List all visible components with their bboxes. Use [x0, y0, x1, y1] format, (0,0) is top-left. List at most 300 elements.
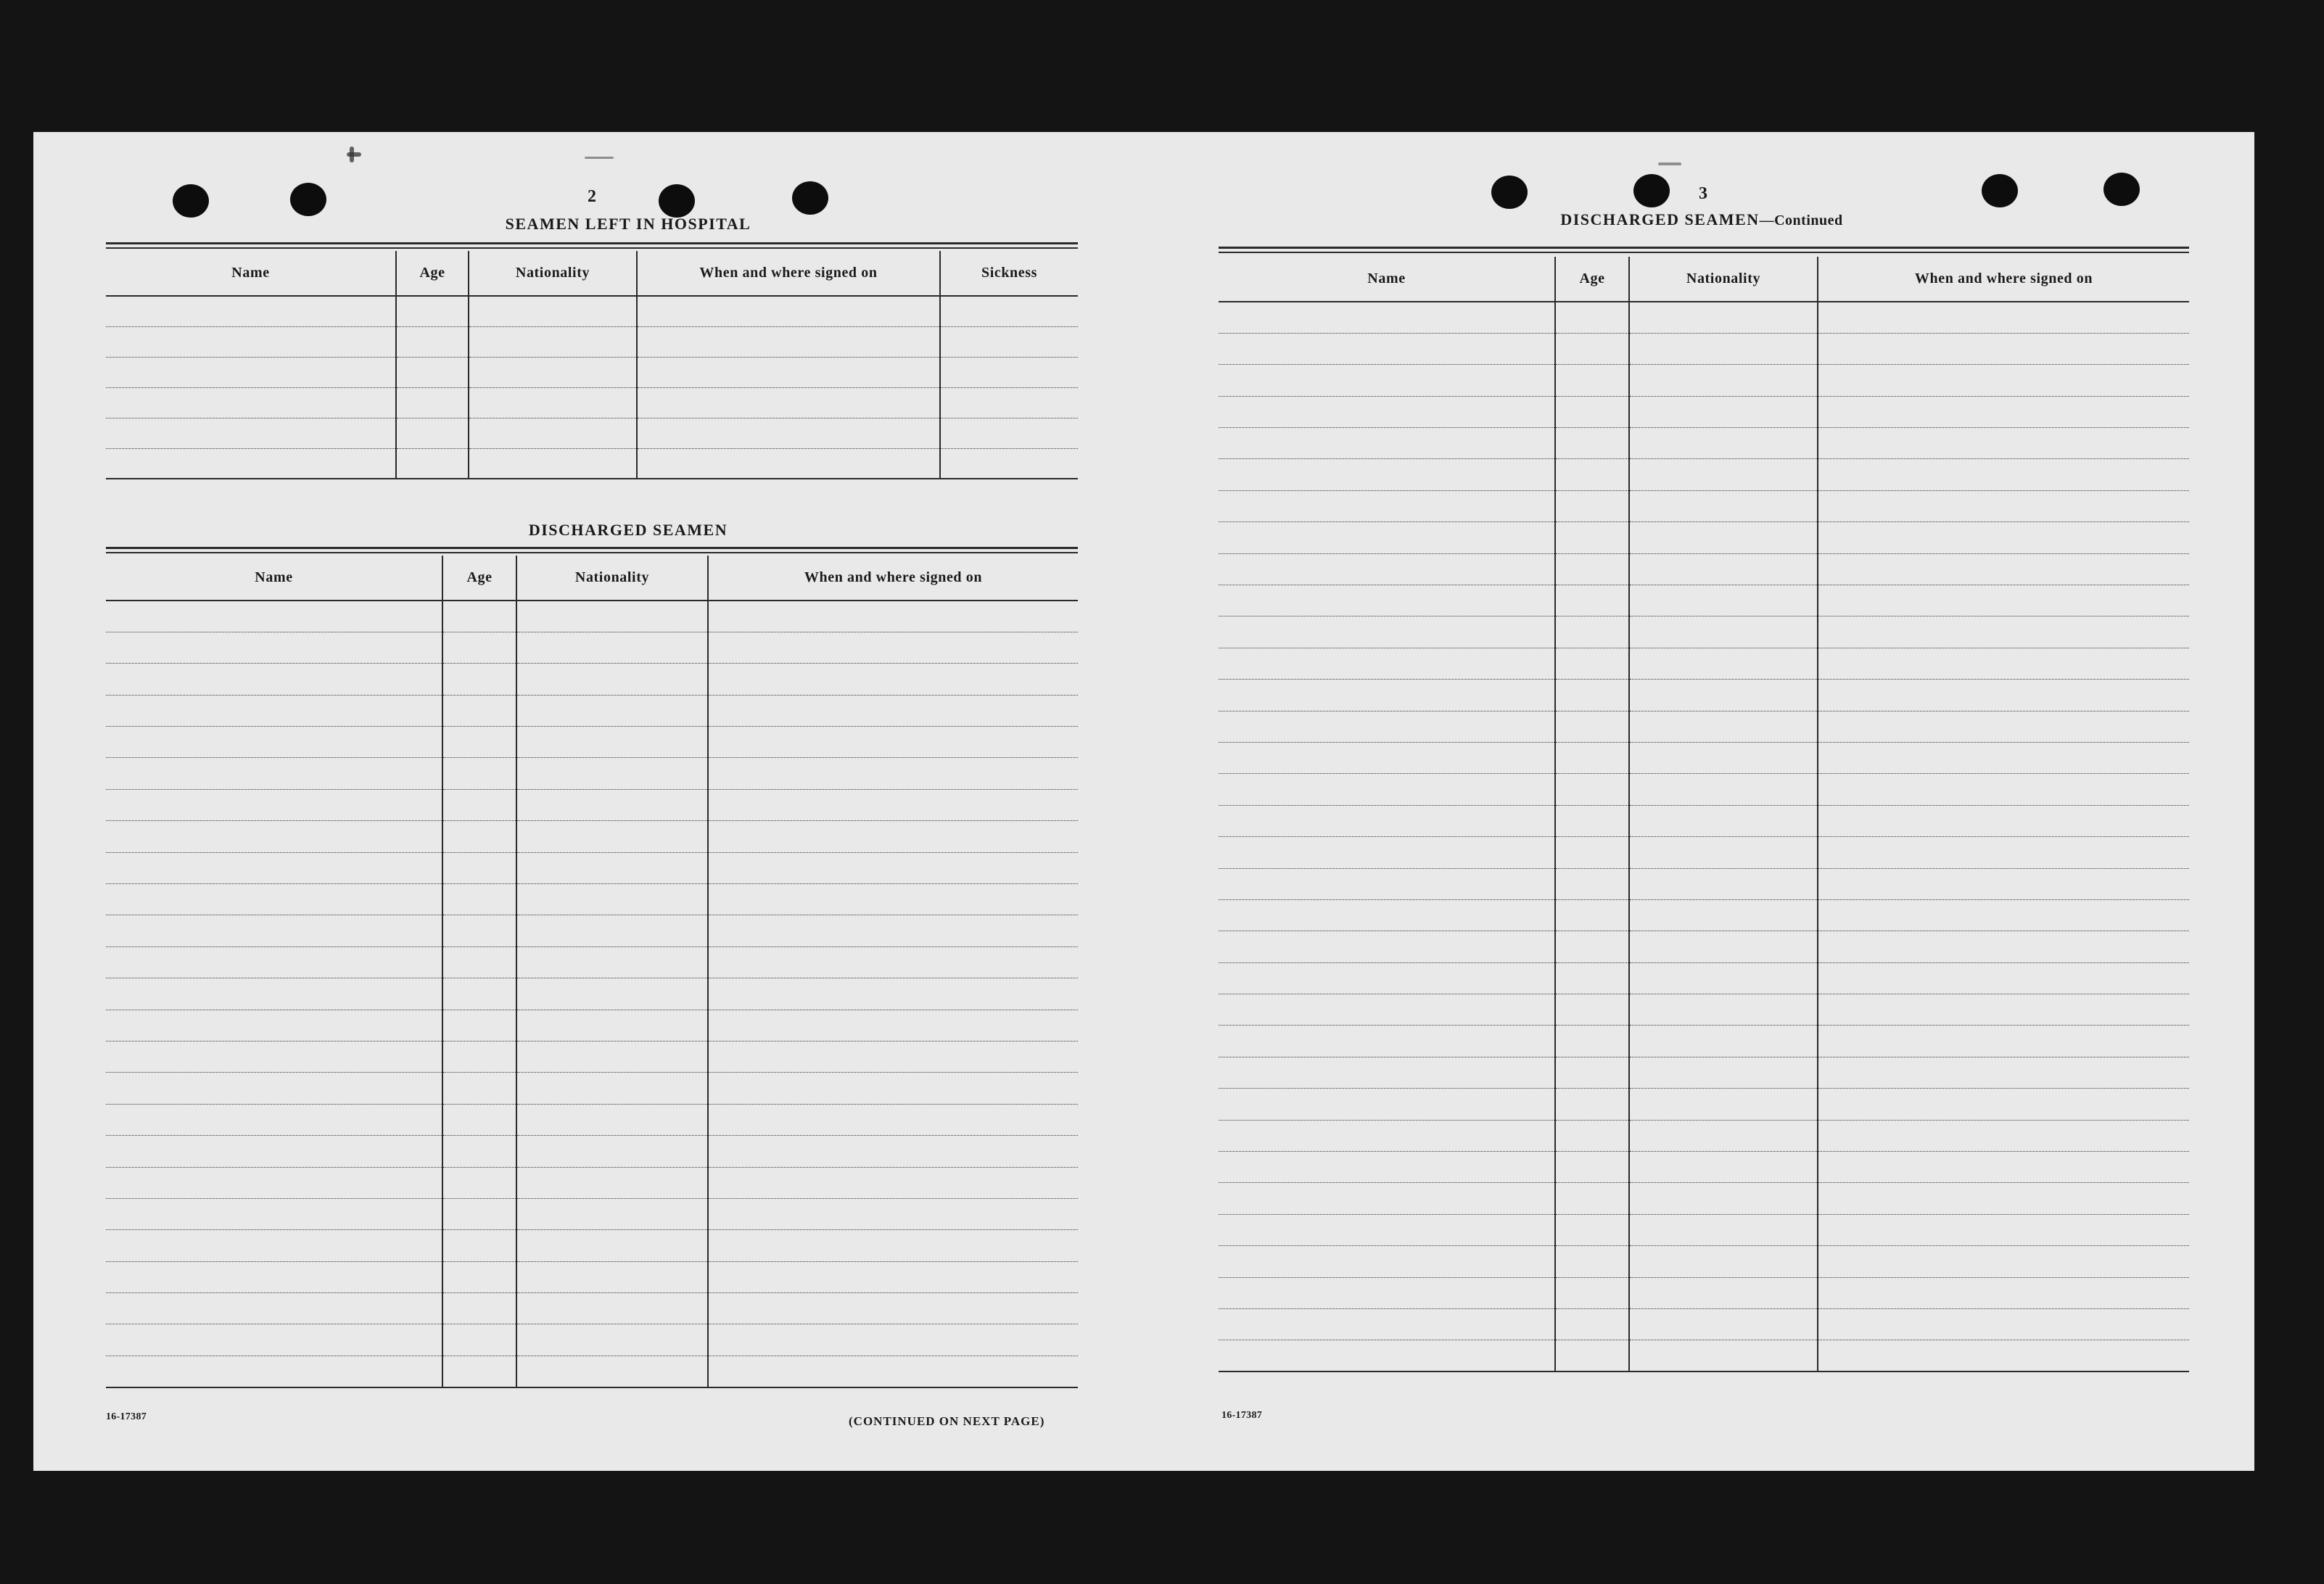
table-row [106, 1356, 1078, 1387]
blank-cell [1219, 899, 1555, 931]
blank-cell [106, 418, 396, 448]
table-row [106, 664, 1078, 695]
table-row [106, 1073, 1078, 1104]
blank-cell [1555, 774, 1629, 805]
header-age: Age [1555, 257, 1629, 302]
blank-cell [442, 1010, 516, 1041]
blank-cell [106, 601, 442, 632]
blank-cell [1629, 553, 1818, 585]
blank-cell [442, 695, 516, 726]
blank-cell [516, 1293, 708, 1324]
blank-cell [1219, 931, 1555, 962]
blank-cell [1555, 1340, 1629, 1371]
table-row [1219, 805, 2189, 836]
blank-cell [1818, 962, 2189, 994]
blank-cell [106, 357, 396, 387]
ink-mark [347, 152, 361, 157]
blank-cell [1818, 1026, 2189, 1057]
blank-cell [1818, 1057, 2189, 1088]
table-row [106, 884, 1078, 915]
blank-cell [1818, 522, 2189, 553]
table-row [106, 1230, 1078, 1261]
blank-cell [1555, 365, 1629, 396]
blank-cell [1555, 333, 1629, 364]
table-row [106, 727, 1078, 758]
blank-cell [1555, 868, 1629, 899]
header-name: Name [1219, 257, 1555, 302]
blank-cell [1219, 1057, 1555, 1088]
blank-cell [1818, 490, 2189, 521]
blank-cell [708, 695, 1078, 726]
discharged-table [106, 556, 1078, 1388]
blank-cell [1629, 1152, 1818, 1183]
blank-cell [516, 821, 708, 852]
blank-cell [106, 758, 442, 789]
table-row [1219, 1183, 2189, 1214]
blank-cell [442, 1356, 516, 1387]
table-row [1219, 742, 2189, 773]
blank-cell [1219, 365, 1555, 396]
blank-cell [1629, 1214, 1818, 1245]
blank-cell [396, 448, 469, 479]
blank-cell [442, 1136, 516, 1167]
table-row [106, 1010, 1078, 1041]
table-row [1219, 962, 2189, 994]
blank-cell [1818, 1340, 2189, 1371]
blank-cell [1219, 774, 1555, 805]
blank-cell [516, 1010, 708, 1041]
blank-cell [708, 884, 1078, 915]
blank-cell [1555, 302, 1629, 333]
blank-cell [106, 1010, 442, 1041]
blank-cell [442, 1198, 516, 1229]
blank-cell [442, 1167, 516, 1198]
continued-note: (CONTINUED ON NEXT PAGE) [849, 1414, 1045, 1428]
table-row [106, 632, 1078, 663]
hospital-section-title: SEAMEN LEFT IN HOSPITAL [505, 215, 751, 233]
blank-cell [1818, 805, 2189, 836]
blank-cell [940, 448, 1078, 479]
table-row [1219, 1089, 2189, 1120]
blank-cell [1818, 365, 2189, 396]
blank-cell [469, 326, 637, 357]
blank-cell [1818, 1214, 2189, 1245]
table-row [106, 448, 1078, 479]
hospital-table [106, 251, 1078, 479]
blank-cell [1555, 899, 1629, 931]
blank-cell [469, 296, 637, 326]
blank-cell [1219, 1152, 1555, 1183]
blank-cell [106, 1198, 442, 1229]
table-row [1219, 1214, 2189, 1245]
blank-cell [1629, 585, 1818, 616]
blank-cell [1629, 805, 1818, 836]
blank-cell [1555, 522, 1629, 553]
table-row [1219, 522, 2189, 553]
blank-cell [1629, 1277, 1818, 1308]
blank-cell [1555, 680, 1629, 711]
blank-cell [106, 1041, 442, 1072]
blank-cell [1818, 1152, 2189, 1183]
ink-mark [350, 147, 354, 162]
blank-cell [396, 357, 469, 387]
blank-cell [516, 1261, 708, 1292]
table-row [106, 758, 1078, 789]
table-row [106, 695, 1078, 726]
blank-cell [1219, 522, 1555, 553]
table-row [106, 1136, 1078, 1167]
blank-cell [516, 1073, 708, 1104]
blank-cell [516, 1041, 708, 1072]
table-row [106, 978, 1078, 1010]
table-row [106, 296, 1078, 326]
blank-cell [106, 1104, 442, 1135]
blank-cell [442, 1104, 516, 1135]
blank-cell [106, 664, 442, 695]
continued-title-main: DISCHARGED SEAMEN [1560, 210, 1760, 228]
table-row [106, 326, 1078, 357]
ink-mark [1658, 162, 1681, 165]
blank-cell [708, 1167, 1078, 1198]
blank-cell [708, 601, 1078, 632]
blank-cell [442, 789, 516, 820]
blank-cell [1818, 428, 2189, 459]
blank-cell [106, 1356, 442, 1387]
blank-cell [1555, 994, 1629, 1026]
ink-mark [585, 157, 614, 159]
blank-cell [442, 1261, 516, 1292]
blank-cell [637, 357, 940, 387]
blank-cell [1219, 585, 1555, 616]
table-row [106, 821, 1078, 852]
blank-cell [516, 978, 708, 1010]
blank-cell [1629, 1183, 1818, 1214]
continued-top-rule [1219, 247, 2189, 253]
blank-cell [708, 1293, 1078, 1324]
blank-cell [1555, 805, 1629, 836]
blank-cell [469, 357, 637, 387]
blank-cell [1629, 837, 1818, 868]
blank-cell [516, 1136, 708, 1167]
blank-cell [1818, 302, 2189, 333]
table-row [106, 1104, 1078, 1135]
blank-cell [516, 758, 708, 789]
blank-cell [106, 1136, 442, 1167]
table-row [1219, 837, 2189, 868]
punch-hole-icon [1982, 174, 2018, 207]
blank-cell [442, 1230, 516, 1261]
blank-cell [442, 915, 516, 946]
blank-cell [516, 884, 708, 915]
blank-cell [1555, 711, 1629, 742]
blank-cell [1555, 585, 1629, 616]
blank-cell [442, 852, 516, 883]
blank-cell [708, 1041, 1078, 1072]
blank-cell [1555, 962, 1629, 994]
blank-cell [106, 789, 442, 820]
blank-cell [1219, 1246, 1555, 1277]
discharged-header-row [106, 556, 1078, 601]
table-row [1219, 1057, 2189, 1088]
blank-cell [1818, 899, 2189, 931]
blank-cell [516, 664, 708, 695]
blank-cell [1555, 1152, 1629, 1183]
blank-cell [1629, 648, 1818, 679]
blank-cell [1629, 1340, 1818, 1371]
header-nationality: Nationality [469, 251, 637, 296]
blank-cell [1219, 396, 1555, 427]
blank-cell [106, 448, 396, 479]
table-row [106, 1167, 1078, 1198]
blank-cell [106, 915, 442, 946]
table-row [106, 852, 1078, 883]
blank-cell [106, 946, 442, 978]
blank-cell [1555, 459, 1629, 490]
blank-cell [1219, 994, 1555, 1026]
table-row [1219, 680, 2189, 711]
blank-cell [516, 946, 708, 978]
blank-cell [940, 387, 1078, 418]
table-row [1219, 490, 2189, 521]
blank-cell [1219, 1120, 1555, 1151]
hospital-header-row [106, 251, 1078, 296]
blank-cell [1818, 553, 2189, 585]
blank-cell [1629, 333, 1818, 364]
blank-cell [106, 1324, 442, 1356]
blank-cell [1629, 742, 1818, 773]
blank-cell [1818, 1277, 2189, 1308]
blank-cell [469, 448, 637, 479]
blank-cell [637, 296, 940, 326]
table-row [1219, 994, 2189, 1026]
table-row [1219, 585, 2189, 616]
header-age: Age [396, 251, 469, 296]
blank-cell [1629, 365, 1818, 396]
blank-cell [1219, 837, 1555, 868]
blank-cell [708, 664, 1078, 695]
table-row [1219, 1246, 2189, 1277]
header-age: Age [442, 556, 516, 601]
blank-cell [1219, 1277, 1555, 1308]
blank-cell [442, 884, 516, 915]
header-signed-on: When and where signed on [708, 556, 1078, 601]
punch-hole-icon [1491, 176, 1528, 209]
blank-cell [1219, 616, 1555, 648]
blank-cell [1219, 1214, 1555, 1245]
header-nationality: Nationality [1629, 257, 1818, 302]
blank-cell [1818, 333, 2189, 364]
blank-cell [1818, 1309, 2189, 1340]
blank-cell [469, 418, 637, 448]
blank-cell [1555, 837, 1629, 868]
blank-cell [442, 978, 516, 1010]
blank-cell [1818, 1120, 2189, 1151]
blank-cell [442, 1293, 516, 1324]
blank-cell [516, 915, 708, 946]
table-row [106, 418, 1078, 448]
table-row [1219, 333, 2189, 364]
table-row [1219, 774, 2189, 805]
header-nationality: Nationality [516, 556, 708, 601]
blank-cell [1219, 805, 1555, 836]
blank-cell [1629, 899, 1818, 931]
punch-hole-icon [2103, 173, 2140, 206]
blank-cell [106, 1167, 442, 1198]
blank-cell [1818, 396, 2189, 427]
blank-cell [442, 1324, 516, 1356]
blank-cell [106, 884, 442, 915]
table-row [1219, 553, 2189, 585]
blank-cell [106, 1073, 442, 1104]
table-row [1219, 1277, 2189, 1308]
blank-cell [396, 387, 469, 418]
blank-cell [1555, 1246, 1629, 1277]
blank-cell [940, 326, 1078, 357]
table-row [1219, 616, 2189, 648]
blank-cell [708, 758, 1078, 789]
blank-cell [1818, 742, 2189, 773]
blank-cell [1629, 490, 1818, 521]
blank-cell [708, 1136, 1078, 1167]
punch-hole-icon [659, 184, 695, 218]
blank-cell [1555, 553, 1629, 585]
blank-cell [1818, 774, 2189, 805]
blank-cell [106, 1293, 442, 1324]
table-row [1219, 1026, 2189, 1057]
blank-cell [708, 1010, 1078, 1041]
blank-cell [106, 821, 442, 852]
blank-cell [1629, 680, 1818, 711]
header-sickness: Sickness [940, 251, 1078, 296]
blank-cell [940, 357, 1078, 387]
blank-cell [708, 1356, 1078, 1387]
blank-cell [708, 1261, 1078, 1292]
blank-cell [1629, 522, 1818, 553]
blank-cell [1219, 490, 1555, 521]
blank-cell [516, 1167, 708, 1198]
table-row [1219, 365, 2189, 396]
punch-hole-icon [792, 181, 828, 215]
blank-cell [106, 978, 442, 1010]
form-sheet [33, 132, 2254, 1471]
blank-cell [1219, 302, 1555, 333]
table-row [1219, 302, 2189, 333]
table-row [1219, 1309, 2189, 1340]
blank-cell [1818, 1089, 2189, 1120]
blank-cell [1219, 742, 1555, 773]
form-code: 16-17387 [1221, 1410, 1263, 1421]
table-row [1219, 868, 2189, 899]
table-row [1219, 711, 2189, 742]
blank-cell [106, 326, 396, 357]
blank-cell [940, 418, 1078, 448]
blank-cell [1555, 931, 1629, 962]
blank-cell [106, 852, 442, 883]
page-number: 2 [588, 187, 596, 206]
continued-header-row [1219, 257, 2189, 302]
blank-cell [1555, 648, 1629, 679]
blank-cell [1555, 1026, 1629, 1057]
blank-cell [442, 632, 516, 663]
blank-cell [1555, 490, 1629, 521]
form-code: 16-17387 [106, 1411, 147, 1422]
blank-cell [1818, 1183, 2189, 1214]
table-row [106, 1293, 1078, 1324]
blank-cell [396, 326, 469, 357]
blank-cell [708, 1198, 1078, 1229]
blank-cell [708, 946, 1078, 978]
blank-cell [516, 789, 708, 820]
blank-cell [1555, 1277, 1629, 1308]
blank-cell [516, 1104, 708, 1135]
blank-cell [1629, 428, 1818, 459]
blank-cell [1629, 1246, 1818, 1277]
blank-cell [708, 632, 1078, 663]
table-row [106, 1198, 1078, 1229]
blank-cell [1219, 962, 1555, 994]
blank-cell [516, 727, 708, 758]
blank-cell [1219, 711, 1555, 742]
blank-cell [1629, 868, 1818, 899]
table-row [1219, 396, 2189, 427]
blank-cell [1629, 994, 1818, 1026]
header-signed-on: When and where signed on [1818, 257, 2189, 302]
blank-cell [1629, 1057, 1818, 1088]
blank-cell [1219, 680, 1555, 711]
blank-cell [442, 601, 516, 632]
blank-cell [637, 326, 940, 357]
blank-cell [1629, 396, 1818, 427]
blank-cell [106, 296, 396, 326]
blank-cell [1629, 1026, 1818, 1057]
blank-cell [1629, 1120, 1818, 1151]
blank-cell [637, 418, 940, 448]
blank-cell [516, 601, 708, 632]
blank-cell [1219, 1089, 1555, 1120]
blank-cell [106, 1261, 442, 1292]
blank-cell [1818, 931, 2189, 962]
header-name: Name [106, 251, 396, 296]
header-name: Name [106, 556, 442, 601]
blank-cell [708, 915, 1078, 946]
blank-cell [1219, 1026, 1555, 1057]
punch-hole-icon [1633, 174, 1670, 207]
blank-cell [708, 1230, 1078, 1261]
blank-cell [1629, 302, 1818, 333]
blank-cell [1555, 1214, 1629, 1245]
blank-cell [442, 727, 516, 758]
blank-cell [516, 632, 708, 663]
blank-cell [1219, 1340, 1555, 1371]
blank-cell [1629, 711, 1818, 742]
blank-cell [1219, 1309, 1555, 1340]
blank-cell [106, 1230, 442, 1261]
blank-cell [637, 448, 940, 479]
continued-table [1219, 257, 2189, 1372]
continued-title-suffix: —Continued [1759, 213, 1843, 228]
punch-hole-icon [290, 183, 326, 216]
blank-cell [1555, 396, 1629, 427]
blank-cell [516, 1324, 708, 1356]
table-row [1219, 1152, 2189, 1183]
blank-cell [708, 821, 1078, 852]
header-signed-on: When and where signed on [637, 251, 940, 296]
blank-cell [1219, 1183, 1555, 1214]
table-row [1219, 459, 2189, 490]
blank-cell [1818, 837, 2189, 868]
blank-cell [1629, 774, 1818, 805]
table-row [1219, 1120, 2189, 1151]
